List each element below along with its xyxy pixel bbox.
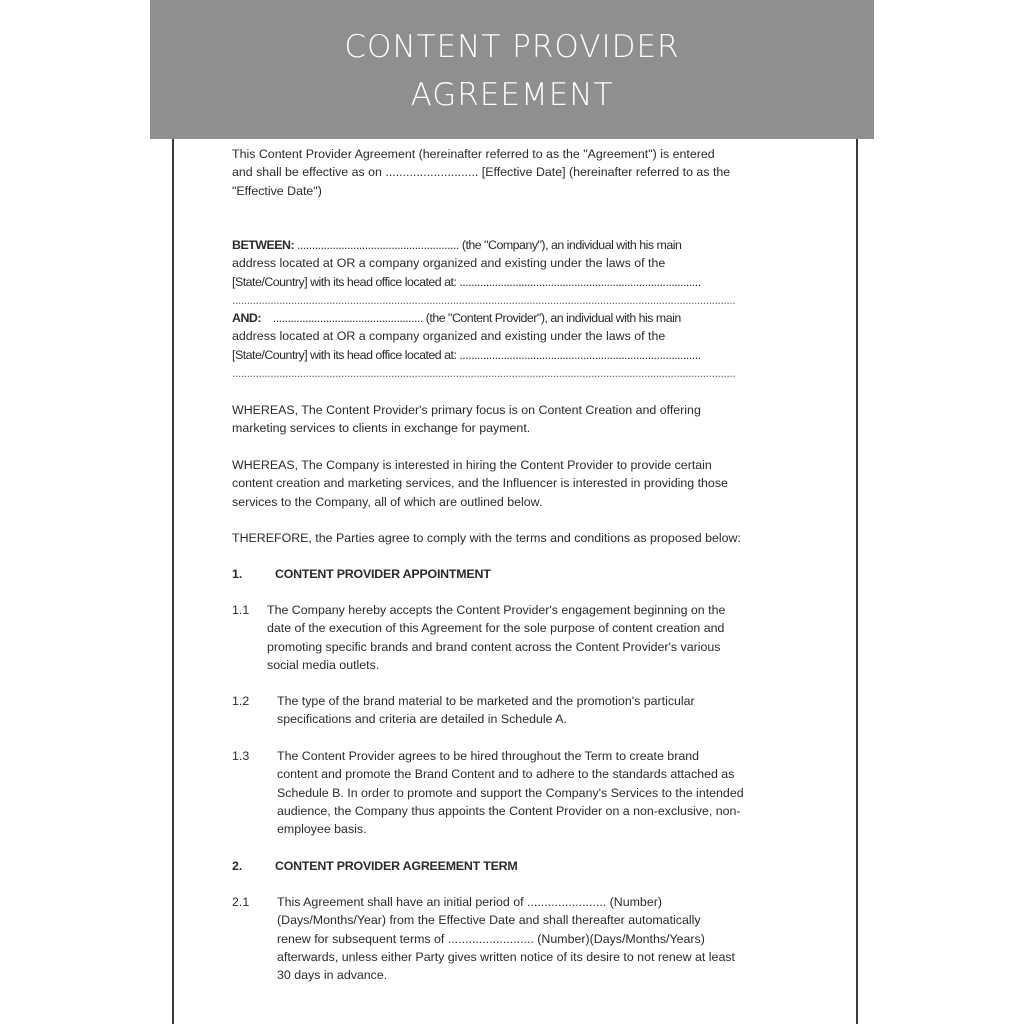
clause-line: audience, the Company thus appoints the Content Provider on a non-exclusive, non-: [277, 803, 741, 818]
between-label: BETWEEN:: [232, 238, 295, 252]
clause-line: afterwards, unless either Party gives written notice of its desire to not renew at least: [277, 949, 735, 964]
clause-line: This Agreement shall have an initial period of ....................... (Number): [277, 895, 662, 909]
whereas1-line-1: WHEREAS, The Content Provider's primary focus is on Content Creation and offering: [232, 403, 701, 417]
whereas2-line-3: services to the Company, all of which are outlined below.: [232, 494, 543, 509]
clause-line: Schedule B. In order to promote and support the Company's Services to the intended: [277, 785, 744, 800]
clause-line: The Company hereby accepts the Content Provider's engagement beginning on the: [267, 603, 726, 617]
between-party-block: [232, 236, 797, 309]
clause-line: social media outlets.: [267, 657, 380, 672]
clause-line: promoting specific brands and brand content across the Content Provider's various: [267, 639, 721, 654]
intro-line-3: "Effective Date"): [232, 183, 322, 198]
clause-line: employee basis.: [277, 822, 367, 837]
section-1-number: 1.: [232, 567, 243, 581]
whereas2-line-1: WHEREAS, The Company is interested in hiring the Content Provider to provide certain: [232, 458, 712, 472]
company-address-blank: [State/Country] with its head office located at: ..................................................................................: [232, 274, 701, 289]
clause-line: The Content Provider agrees to be hired throughout the Term to create brand: [277, 749, 699, 763]
clause-line: (Days/Months/Year) from the Effective Date and shall thereafter automatically: [277, 913, 701, 928]
clause-number: 1.3: [232, 749, 250, 763]
and-label: AND:: [232, 311, 261, 325]
clause-line: renew for subsequent terms of ......................... (Number)(Days/Months/Years): [277, 931, 705, 946]
clause-line: date of the execution of this Agreement for the sole purpose of content creation and: [267, 621, 725, 636]
therefore-paragraph: THEREFORE, the Parties agree to comply with the terms and conditions as proposed below:: [232, 531, 741, 545]
intro-paragraph: [232, 145, 797, 200]
clause-line: specifications and criteria are detailed in Schedule A.: [277, 712, 567, 727]
banner-title-line-1: CONTENT PROVIDER: [344, 29, 680, 65]
section-1-title: CONTENT PROVIDER APPOINTMENT: [275, 567, 491, 581]
banner-title-line-2: AGREEMENT: [410, 77, 614, 113]
whereas-paragraph-1: [232, 401, 797, 438]
content-provider-address-blank: [State/Country] with its head office located at: ..................................................................................: [232, 347, 701, 362]
clause-line: The type of the brand material to be marketed and the promotion's particular: [277, 694, 695, 708]
clause-line: content and promote the Brand Content and to adhere to the standards attached as: [277, 767, 735, 782]
company-name-blank: ....................................................... (the "Company"), an individual with his main: [294, 238, 682, 252]
whereas1-line-2: marketing services to clients in exchange for payment.: [232, 421, 531, 436]
content-provider-address-blank-2: ...........................................................................................................................................................................: [232, 365, 736, 380]
whereas-paragraph-2: [232, 456, 797, 511]
clause-line: 30 days in advance.: [277, 968, 388, 983]
intro-line-2: and shall be effective as on ........................... [Effective Date] (hereinafter referred to as the: [232, 165, 731, 180]
clause-number: 2.1: [232, 895, 250, 909]
section-2-title: CONTENT PROVIDER AGREEMENT TERM: [275, 859, 518, 873]
company-address-blank-2: ...........................................................................................................................................................................: [232, 292, 736, 307]
content-provider-name-blank: ................................................... (the "Content Provider"), an individual with his main: [260, 311, 681, 325]
title-banner: [150, 0, 874, 139]
intro-line-1: This Content Provider Agreement (hereinafter referred to as the "Agreement") is entered: [232, 147, 715, 161]
whereas2-line-2: content creation and marketing services, and the Influencer is interested in providing those: [232, 476, 728, 491]
clause-number: 1.2: [232, 694, 250, 708]
section-2-number: 2.: [232, 859, 243, 873]
between-line-2: address located at OR a company organized and existing under the laws of the: [232, 256, 666, 271]
and-line-2: address located at OR a company organized and existing under the laws of the: [232, 329, 666, 344]
clause-number: 1.1: [232, 603, 250, 617]
and-party-block: [232, 309, 797, 382]
